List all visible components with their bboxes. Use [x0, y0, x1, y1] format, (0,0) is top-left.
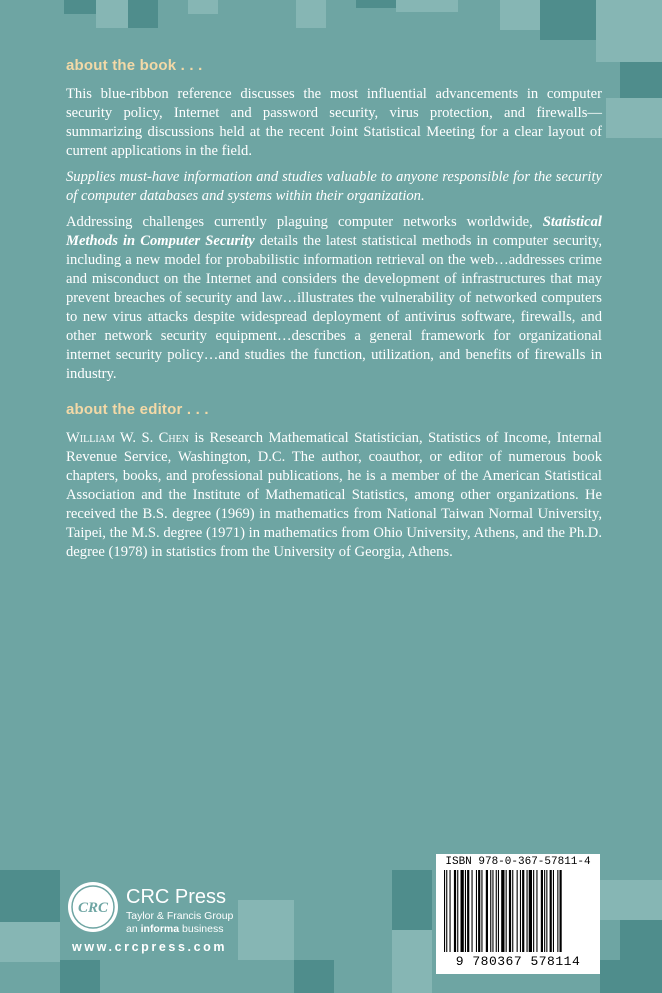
decor-square	[540, 0, 596, 40]
decor-square	[296, 0, 326, 28]
barcode-bar	[536, 870, 537, 952]
editor-bio: is Research Mathematical Statistician, Statistics of Income, Internal Revenue Service, Washington, D.C. The author, coauthor, or editor of numerous book chapters, books, and professional publications, he is a member of the American Statistical Association and the Institute of Mathematical Statistics, among other organizations. He received the B.S. degree (1969) in mathematics from National Taiwan Normal University, Taipei, the M.S. degree (1971) in mathematics from Ohio University, Athens, and the Ph.D. degree (1978) in statistics from the University of Georgia, Athens.	[66, 430, 602, 560]
barcode-bar	[481, 870, 482, 952]
barcode-bar	[465, 870, 466, 952]
decor-square	[128, 0, 158, 28]
barcode-bar	[512, 870, 513, 952]
barcode-bar	[496, 870, 497, 952]
p3-intro: Addressing challenges currently plaguing computer networks worldwide,	[66, 214, 543, 230]
about-book-paragraph-2: Supplies must-have information and studies valuable to anyone responsible for the security of computer databases and systems within their organization.	[66, 169, 602, 204]
crc-logo-mark: CRC	[77, 900, 109, 916]
decor-square	[392, 930, 432, 993]
barcode-bar	[490, 870, 491, 952]
barcode-bar	[553, 870, 554, 952]
decor-square	[606, 98, 662, 138]
decor-square	[596, 0, 662, 62]
decor-square	[620, 62, 662, 98]
barcode-bar	[467, 870, 469, 952]
publisher-business	[126, 923, 233, 936]
business-prefix: an	[126, 923, 141, 935]
publisher-group-block	[126, 910, 233, 936]
about-editor-paragraph	[66, 429, 602, 562]
about-book-heading: about the book . . .	[66, 57, 203, 74]
decor-square	[600, 960, 620, 993]
decor-square	[0, 870, 60, 922]
barcode-bar	[478, 870, 480, 952]
isbn-label: ISBN 978-0-367-57811-4	[445, 856, 591, 868]
barcode-bar	[450, 870, 451, 952]
barcode-bar	[506, 870, 507, 952]
barcode-bar	[544, 870, 545, 952]
barcode-bar	[546, 870, 547, 952]
barcode-bar	[517, 870, 518, 952]
barcode-bar	[501, 870, 504, 952]
barcode-bar	[486, 870, 488, 952]
barcode-bar	[498, 870, 499, 952]
decor-square	[500, 0, 540, 30]
barcode-bar	[509, 870, 511, 952]
barcode-bar	[446, 870, 447, 952]
barcode-bar	[492, 870, 493, 952]
isbn-barcode	[436, 854, 600, 974]
publisher-name: CRC Press	[126, 886, 227, 908]
decor-square	[620, 920, 662, 993]
barcode-digits: 9 780367 578114	[455, 954, 581, 969]
decor-square	[0, 922, 60, 962]
barcode-bar	[550, 870, 552, 952]
decor-square	[188, 0, 218, 14]
barcode-bar	[454, 870, 456, 952]
barcode-bar	[472, 870, 473, 952]
p3-rest: details the latest statistical methods in computer security, including a new model for probabilistic information retrieval on the web…addresses crime and misconduct on the Internet and considers the development of infrastructures that may prevent breaches of security and law…illustrates the vulnerability of networked computers to new virus attacks despite widespread deployment of antivirus software, firewalls, and other network security equipment…describes a general framework for organizational internet security policy…and studies the function, utilization, and benefits of firewalls in industry.	[66, 233, 602, 382]
about-book-paragraph-3	[66, 213, 602, 384]
barcode-bar	[520, 870, 521, 952]
decor-square	[600, 880, 662, 920]
decor-square	[392, 870, 432, 930]
barcode-bar	[476, 870, 477, 952]
decor-square	[96, 0, 128, 28]
crc-logo-icon	[66, 880, 120, 934]
editor-name: William W. S. Chen	[66, 430, 189, 446]
decor-square	[294, 960, 334, 993]
decor-square	[64, 0, 96, 14]
business-brand: informa	[140, 923, 180, 935]
decor-square	[238, 900, 294, 960]
barcode-bar	[527, 870, 528, 952]
barcode-bar	[533, 870, 534, 952]
book-title: Statistical Methods in Computer Security	[66, 214, 602, 249]
barcode-bar	[557, 870, 558, 952]
barcode-bar	[560, 870, 562, 952]
barcode-bar	[461, 870, 464, 952]
barcode-bar	[444, 870, 445, 952]
about-book-paragraph-1: This blue-ribbon reference discusses the most influential advancements in computer security policy, Internet and password security, virus protection, and firewalls—summarizing discussions held at the recent Joint Statistical Meeting for a clear layout of current applications in the field.	[66, 86, 602, 159]
barcode-bar	[529, 870, 532, 952]
about-editor-heading: about the editor . . .	[66, 401, 209, 418]
barcode-bar	[457, 870, 458, 952]
decor-square	[356, 0, 396, 8]
decor-square	[60, 960, 100, 993]
publisher-group: Taylor & Francis Group	[126, 910, 234, 922]
publisher-url: www.crcpress.com	[72, 940, 228, 954]
business-suffix: business	[179, 923, 224, 935]
barcode-bar	[541, 870, 543, 952]
decor-square	[396, 0, 458, 12]
barcode-bar	[522, 870, 524, 952]
